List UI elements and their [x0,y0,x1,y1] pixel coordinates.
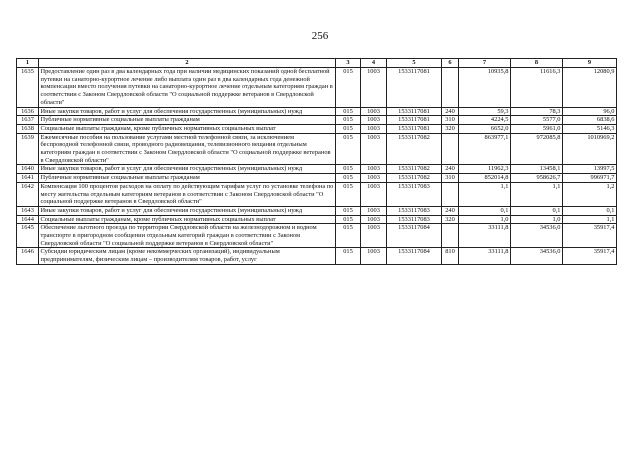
column-header: 8 [511,59,563,68]
row-col5: 1533117084 [387,224,442,248]
column-header: 1 [17,59,39,68]
row-col6: 320 [442,215,459,224]
row-description: Публичные нормативные социальные выплаты гражданам [39,116,336,125]
table-row [17,182,617,206]
row-col6 [442,133,459,165]
row-col9: 35917,4 [563,248,617,264]
row-col7: 6652,0 [459,124,511,133]
row-col4: 1003 [361,68,387,108]
row-description: Социальные выплаты гражданам, кроме публичных нормативных социальных выплат [39,215,336,224]
row-col3: 015 [336,133,361,165]
row-col4: 1003 [361,133,387,165]
row-description: Субсидии юридическим лицам (кроме некоммерческих организаций), индивидуальным предпринимателям, физическим лицам – производителям товаров, работ, услуг [39,248,336,264]
column-header: 2 [39,59,336,68]
row-col8: 1,1 [511,182,563,206]
row-col8: 34536,0 [511,248,563,264]
row-col6: 240 [442,165,459,174]
row-col4: 1003 [361,224,387,248]
row-col3: 015 [336,215,361,224]
row-number: 1635 [17,68,39,108]
row-col3: 015 [336,68,361,108]
row-number: 1636 [17,107,39,116]
page-number: 256 [311,30,329,42]
row-col6: 240 [442,206,459,215]
table-row [17,248,617,264]
row-col9: 1010969,2 [563,133,617,165]
row-col6 [442,182,459,206]
row-col9: 996971,7 [563,174,617,183]
table-row [17,133,617,165]
row-number: 1644 [17,215,39,224]
row-description: Ежемесячные пособия на пользование услугами местной телефонной связи, за исключением беспроводной телефонной связи, проводного радиовещания, телевизионного вещания отдельным категориям граждан в соответствии с Законом Свердловской области "О социальной поддержке ветеранов в Свердловской области" [39,133,336,165]
row-col7: 59,3 [459,107,511,116]
row-col5: 1533117081 [387,124,442,133]
row-col5: 1533117081 [387,107,442,116]
row-description: Обеспечение льготного проезда по территории Свердловской области на железнодорожном и водном транспорте в пригородном сообщении отдельным категорий граждан в соответствии с Законом Свердловской области "О социальной поддержке ветеранов в Свердловской области" [39,224,336,248]
row-number: 1646 [17,248,39,264]
row-col4: 1003 [361,174,387,183]
column-header: 9 [563,59,617,68]
row-col7: 33111,8 [459,224,511,248]
row-description: Компенсация 100 процентов расходов на оплату по действующим тарифам услуг по установке телефона по месту жительства отдельным категориям ветеранов в соответствии с Законом Свердловской области "О социальной поддержке ветеранов в Свердловской области" [39,182,336,206]
row-number: 1643 [17,206,39,215]
row-description: Социальные выплаты гражданам, кроме публичных нормативных социальных выплат [39,124,336,133]
row-col8: 1,0 [511,215,563,224]
row-col8: 958626,7 [511,174,563,183]
row-col9: 1,2 [563,182,617,206]
row-number: 1641 [17,174,39,183]
table-row [17,224,617,248]
row-col6: 310 [442,116,459,125]
row-col9: 5146,3 [563,124,617,133]
row-col3: 015 [336,124,361,133]
row-number: 1638 [17,124,39,133]
row-description: Иные закупки товаров, работ и услуг для обеспечения государственных (муниципальных) нужд [39,206,336,215]
row-col7: 852014,8 [459,174,511,183]
row-col5: 1533117082 [387,174,442,183]
row-col6: 320 [442,124,459,133]
row-col9: 35917,4 [563,224,617,248]
row-col7: 33111,8 [459,248,511,264]
row-col9: 96,0 [563,107,617,116]
table-row [17,107,617,116]
row-col8: 34536,0 [511,224,563,248]
row-col9: 0,1 [563,206,617,215]
row-col7: 1,1 [459,182,511,206]
row-col4: 1003 [361,206,387,215]
row-description: Публичные нормативные социальные выплаты гражданам [39,174,336,183]
table-row [17,116,617,125]
table-row [17,68,617,108]
row-col7: 4224,5 [459,116,511,125]
row-col7: 863977,1 [459,133,511,165]
row-col3: 015 [336,248,361,264]
row-col8: 78,3 [511,107,563,116]
row-col4: 1003 [361,107,387,116]
row-col9: 13997,5 [563,165,617,174]
table-row [17,174,617,183]
row-number: 1640 [17,165,39,174]
column-header: 5 [387,59,442,68]
row-number: 1642 [17,182,39,206]
row-number: 1637 [17,116,39,125]
table-row [17,215,617,224]
row-col6 [442,224,459,248]
table-header-row [17,59,617,68]
row-col5: 1533117083 [387,182,442,206]
row-description: Предоставление один раз в два календарных года при наличии медицинских показаний одной бесплатной путевки на санаторно-курортное лечение либо выплата один раз в два календарных года денежной компенсации вместо получения путевки на санаторно-курортное лечение отдельным категориям граждан в соответствии с Законом Свердловской области "О социальной поддержке ветеранов в Свердловской области" [39,68,336,108]
row-col4: 1003 [361,248,387,264]
row-col4: 1003 [361,215,387,224]
row-col7: 11962,3 [459,165,511,174]
row-col9: 12080,9 [563,68,617,108]
row-col7: 1,0 [459,215,511,224]
row-number: 1639 [17,133,39,165]
row-col8: 11616,3 [511,68,563,108]
row-col6: 240 [442,107,459,116]
row-col3: 015 [336,165,361,174]
row-col5: 1533117082 [387,133,442,165]
column-header: 6 [442,59,459,68]
row-col4: 1003 [361,165,387,174]
budget-table [16,58,617,265]
column-header: 4 [361,59,387,68]
row-col8: 0,1 [511,206,563,215]
column-header: 3 [336,59,361,68]
row-col9: 6838,6 [563,116,617,125]
table-row [17,165,617,174]
row-description: Иные закупки товаров, работ и услуг для обеспечения государственных (муниципальных) нужд [39,165,336,174]
row-col6: 310 [442,174,459,183]
column-header: 7 [459,59,511,68]
row-col4: 1003 [361,124,387,133]
row-col5: 1533117081 [387,116,442,125]
row-col9: 1,1 [563,215,617,224]
row-col7: 10935,8 [459,68,511,108]
row-col6 [442,68,459,108]
row-col3: 015 [336,174,361,183]
row-description: Иные закупки товаров, работ и услуг для обеспечения государственных (муниципальных) нужд [39,107,336,116]
row-col4: 1003 [361,116,387,125]
row-col5: 1533117081 [387,68,442,108]
row-col5: 1533117083 [387,215,442,224]
row-col3: 015 [336,116,361,125]
row-col8: 13458,1 [511,165,563,174]
row-col3: 015 [336,107,361,116]
table-row [17,206,617,215]
row-col8: 5961,0 [511,124,563,133]
row-col3: 015 [336,224,361,248]
row-col3: 015 [336,206,361,215]
row-col5: 1533117082 [387,165,442,174]
row-col3: 015 [336,182,361,206]
row-number: 1645 [17,224,39,248]
row-col4: 1003 [361,182,387,206]
row-col7: 0,1 [459,206,511,215]
row-col5: 1533117083 [387,206,442,215]
row-col8: 972085,8 [511,133,563,165]
row-col5: 1533117084 [387,248,442,264]
row-col6: 810 [442,248,459,264]
table-row [17,124,617,133]
row-col8: 5577,0 [511,116,563,125]
